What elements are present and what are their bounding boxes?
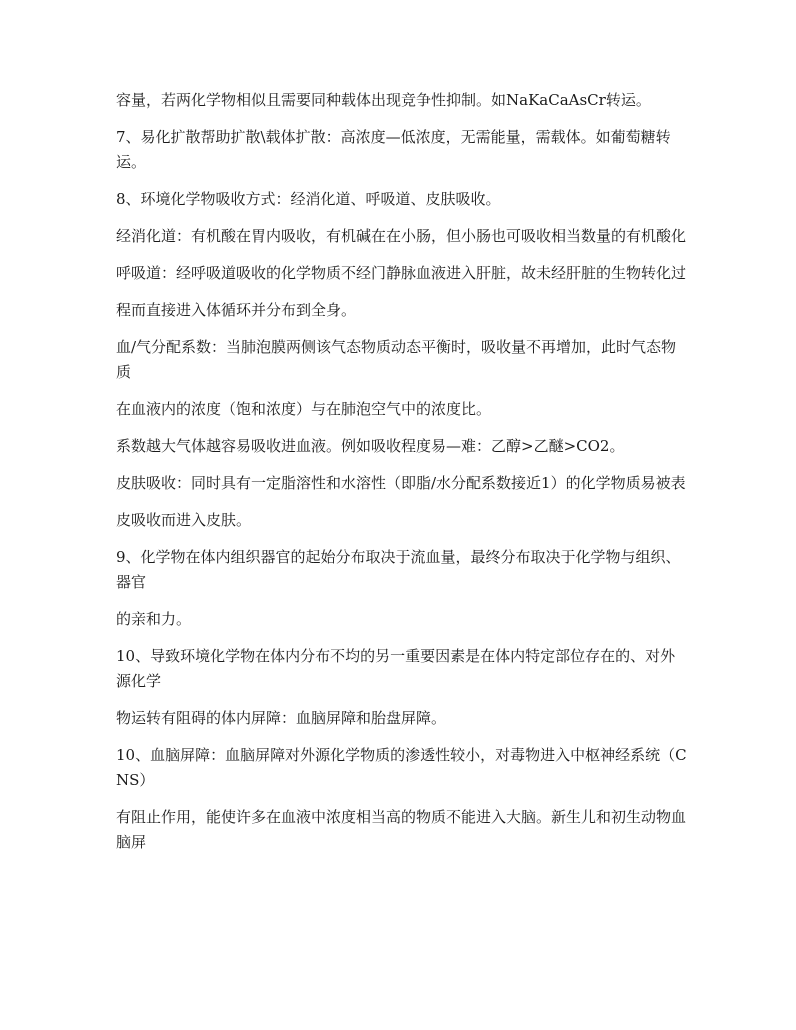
- paragraph-15: 物运转有阻碍的体内屏障：血脑屏障和胎盘屏障。: [116, 709, 447, 727]
- paragraph-8: 在血液内的浓度（饱和浓度）与在肺泡空气中的浓度比。: [116, 400, 492, 418]
- paragraph-3: 8、环境化学物吸收方式：经消化道、呼吸道、皮肤吸收。: [116, 190, 501, 208]
- paragraph-4: 经消化道：有机酸在胃内吸收，有机碱在在小肠，但小肠也可吸收相当数量的有机酸化: [116, 227, 687, 245]
- paragraph-9: 系数越大气体越容易吸收进血液。例如吸收程度易—难：乙醇>乙醚>CO2。: [116, 437, 625, 455]
- paragraph-12: 9、化学物在体内组织器官的起始分布取决于流血量，最终分布取决于化学物与组织、器官: [116, 548, 681, 591]
- paragraph-5: 呼吸道：经呼吸道吸收的化学物质不经门静脉血液进入肝脏，故未经肝脏的生物转化过: [116, 264, 687, 282]
- paragraph-1: 容量，若两化学物相似且需要同种载体出现竞争性抑制。如NaKaCaAsCr转运。: [116, 91, 651, 109]
- paragraph-11: 皮吸收而进入皮肤。: [116, 511, 252, 529]
- paragraph-6: 程而直接进入体循环并分布到全身。: [116, 301, 357, 319]
- document-body: [116, 88, 688, 867]
- paragraph-16: 10、血脑屏障：血脑屏障对外源化学物质的渗透性较小，对毒物进入中枢神经系统（CNS）: [116, 746, 687, 789]
- paragraph-17: 有阻止作用，能使许多在血液中浓度相当高的物质不能进入大脑。新生儿和初生动物血脑屏: [116, 808, 687, 851]
- paragraph-13: 的亲和力。: [116, 610, 192, 628]
- paragraph-7: 血/气分配系数：当肺泡膜两侧该气态物质动态平衡时，吸收量不再增加，此时气态物质: [116, 338, 677, 381]
- paragraph-10: 皮肤吸收：同时具有一定脂溶性和水溶性（即脂/水分配系数接近1）的化学物质易被表: [116, 474, 686, 492]
- paragraph-14: 10、导致环境化学物在体内分布不均的另一重要因素是在体内特定部位存在的、对外源化学: [116, 647, 676, 690]
- paragraph-2: 7、易化扩散帮助扩散\载体扩散：高浓度—低浓度，无需能量，需载体。如葡萄糖转运。: [116, 128, 671, 171]
